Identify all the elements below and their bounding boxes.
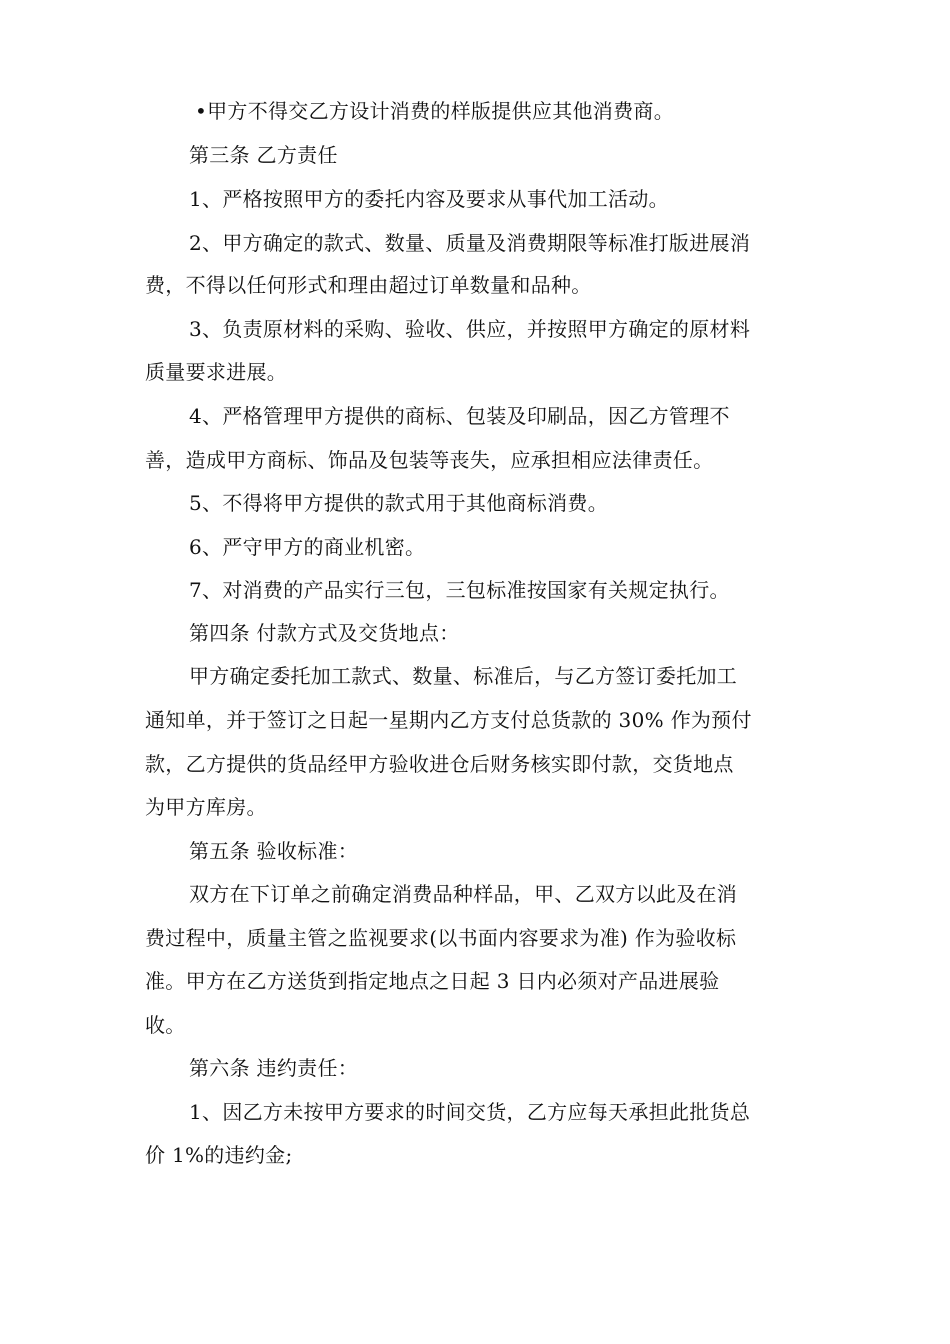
- article-3-item-7: 7、对消费的产品实行三包，三包标准按国家有关规定执行。: [189, 578, 730, 602]
- article-3-heading: 第三条 乙方责任: [189, 143, 338, 167]
- article-3-item-6: 6、严守甲方的商业机密。: [189, 535, 426, 559]
- article-3-item-4-cont: 善，造成甲方商标、饰品及包装等丧失，应承担相应法律责任。: [145, 448, 714, 472]
- article-3-item-1: 1、严格按照甲方的委托内容及要求从事代加工活动。: [189, 187, 669, 211]
- clause-bullet-sample: •甲方不得交乙方设计消费的样版提供应其他消费商。: [195, 99, 674, 123]
- article-5-para-line-2: 费过程中，质量主管之监视要求(以书面内容要求为准) 作为验收标: [145, 926, 737, 950]
- article-4-para-line-3: 款，乙方提供的货品经甲方验收进仓后财务核实即付款，交货地点: [145, 752, 734, 776]
- article-3-item-2-cont: 费，不得以任何形式和理由超过订单数量和品种。: [145, 273, 592, 297]
- article-4-para-line-4: 为甲方库房。: [145, 795, 267, 819]
- article-4-heading: 第四条 付款方式及交货地点：: [189, 621, 460, 645]
- article-5-para-line-3: 准。甲方在乙方送货到指定地点之日起 3 日内必须对产品进展验: [145, 969, 720, 993]
- article-5-para-line-1: 双方在下订单之前确定消费品种样品，甲、乙双方以此及在消: [189, 882, 738, 906]
- article-4-para-line-2: 通知单，并于签订之日起一星期内乙方支付总货款的 30% 作为预付: [145, 708, 752, 732]
- article-6-heading: 第六条 违约责任：: [189, 1056, 359, 1080]
- article-3-item-4: 4、严格管理甲方提供的商标、包装及印刷品，因乙方管理不: [189, 404, 730, 428]
- article-6-item-1: 1、因乙方未按甲方要求的时间交货，乙方应每天承担此批货总: [189, 1100, 751, 1124]
- article-6-item-1-cont: 价 1%的违约金;: [145, 1143, 293, 1167]
- article-3-item-5: 5、不得将甲方提供的款式用于其他商标消费。: [189, 491, 609, 515]
- article-5-heading: 第五条 验收标准：: [189, 839, 359, 863]
- article-3-item-3-cont: 质量要求进展。: [145, 360, 288, 384]
- article-5-para-line-4: 收。: [145, 1013, 186, 1037]
- article-4-para-line-1: 甲方确定委托加工款式、数量、标准后，与乙方签订委托加工: [189, 664, 738, 688]
- article-3-item-3: 3、负责原材料的采购、验收、供应，并按照甲方确定的原材料: [189, 317, 751, 341]
- article-3-item-2: 2、甲方确定的款式、数量、质量及消费期限等标准打版进展消: [189, 231, 751, 255]
